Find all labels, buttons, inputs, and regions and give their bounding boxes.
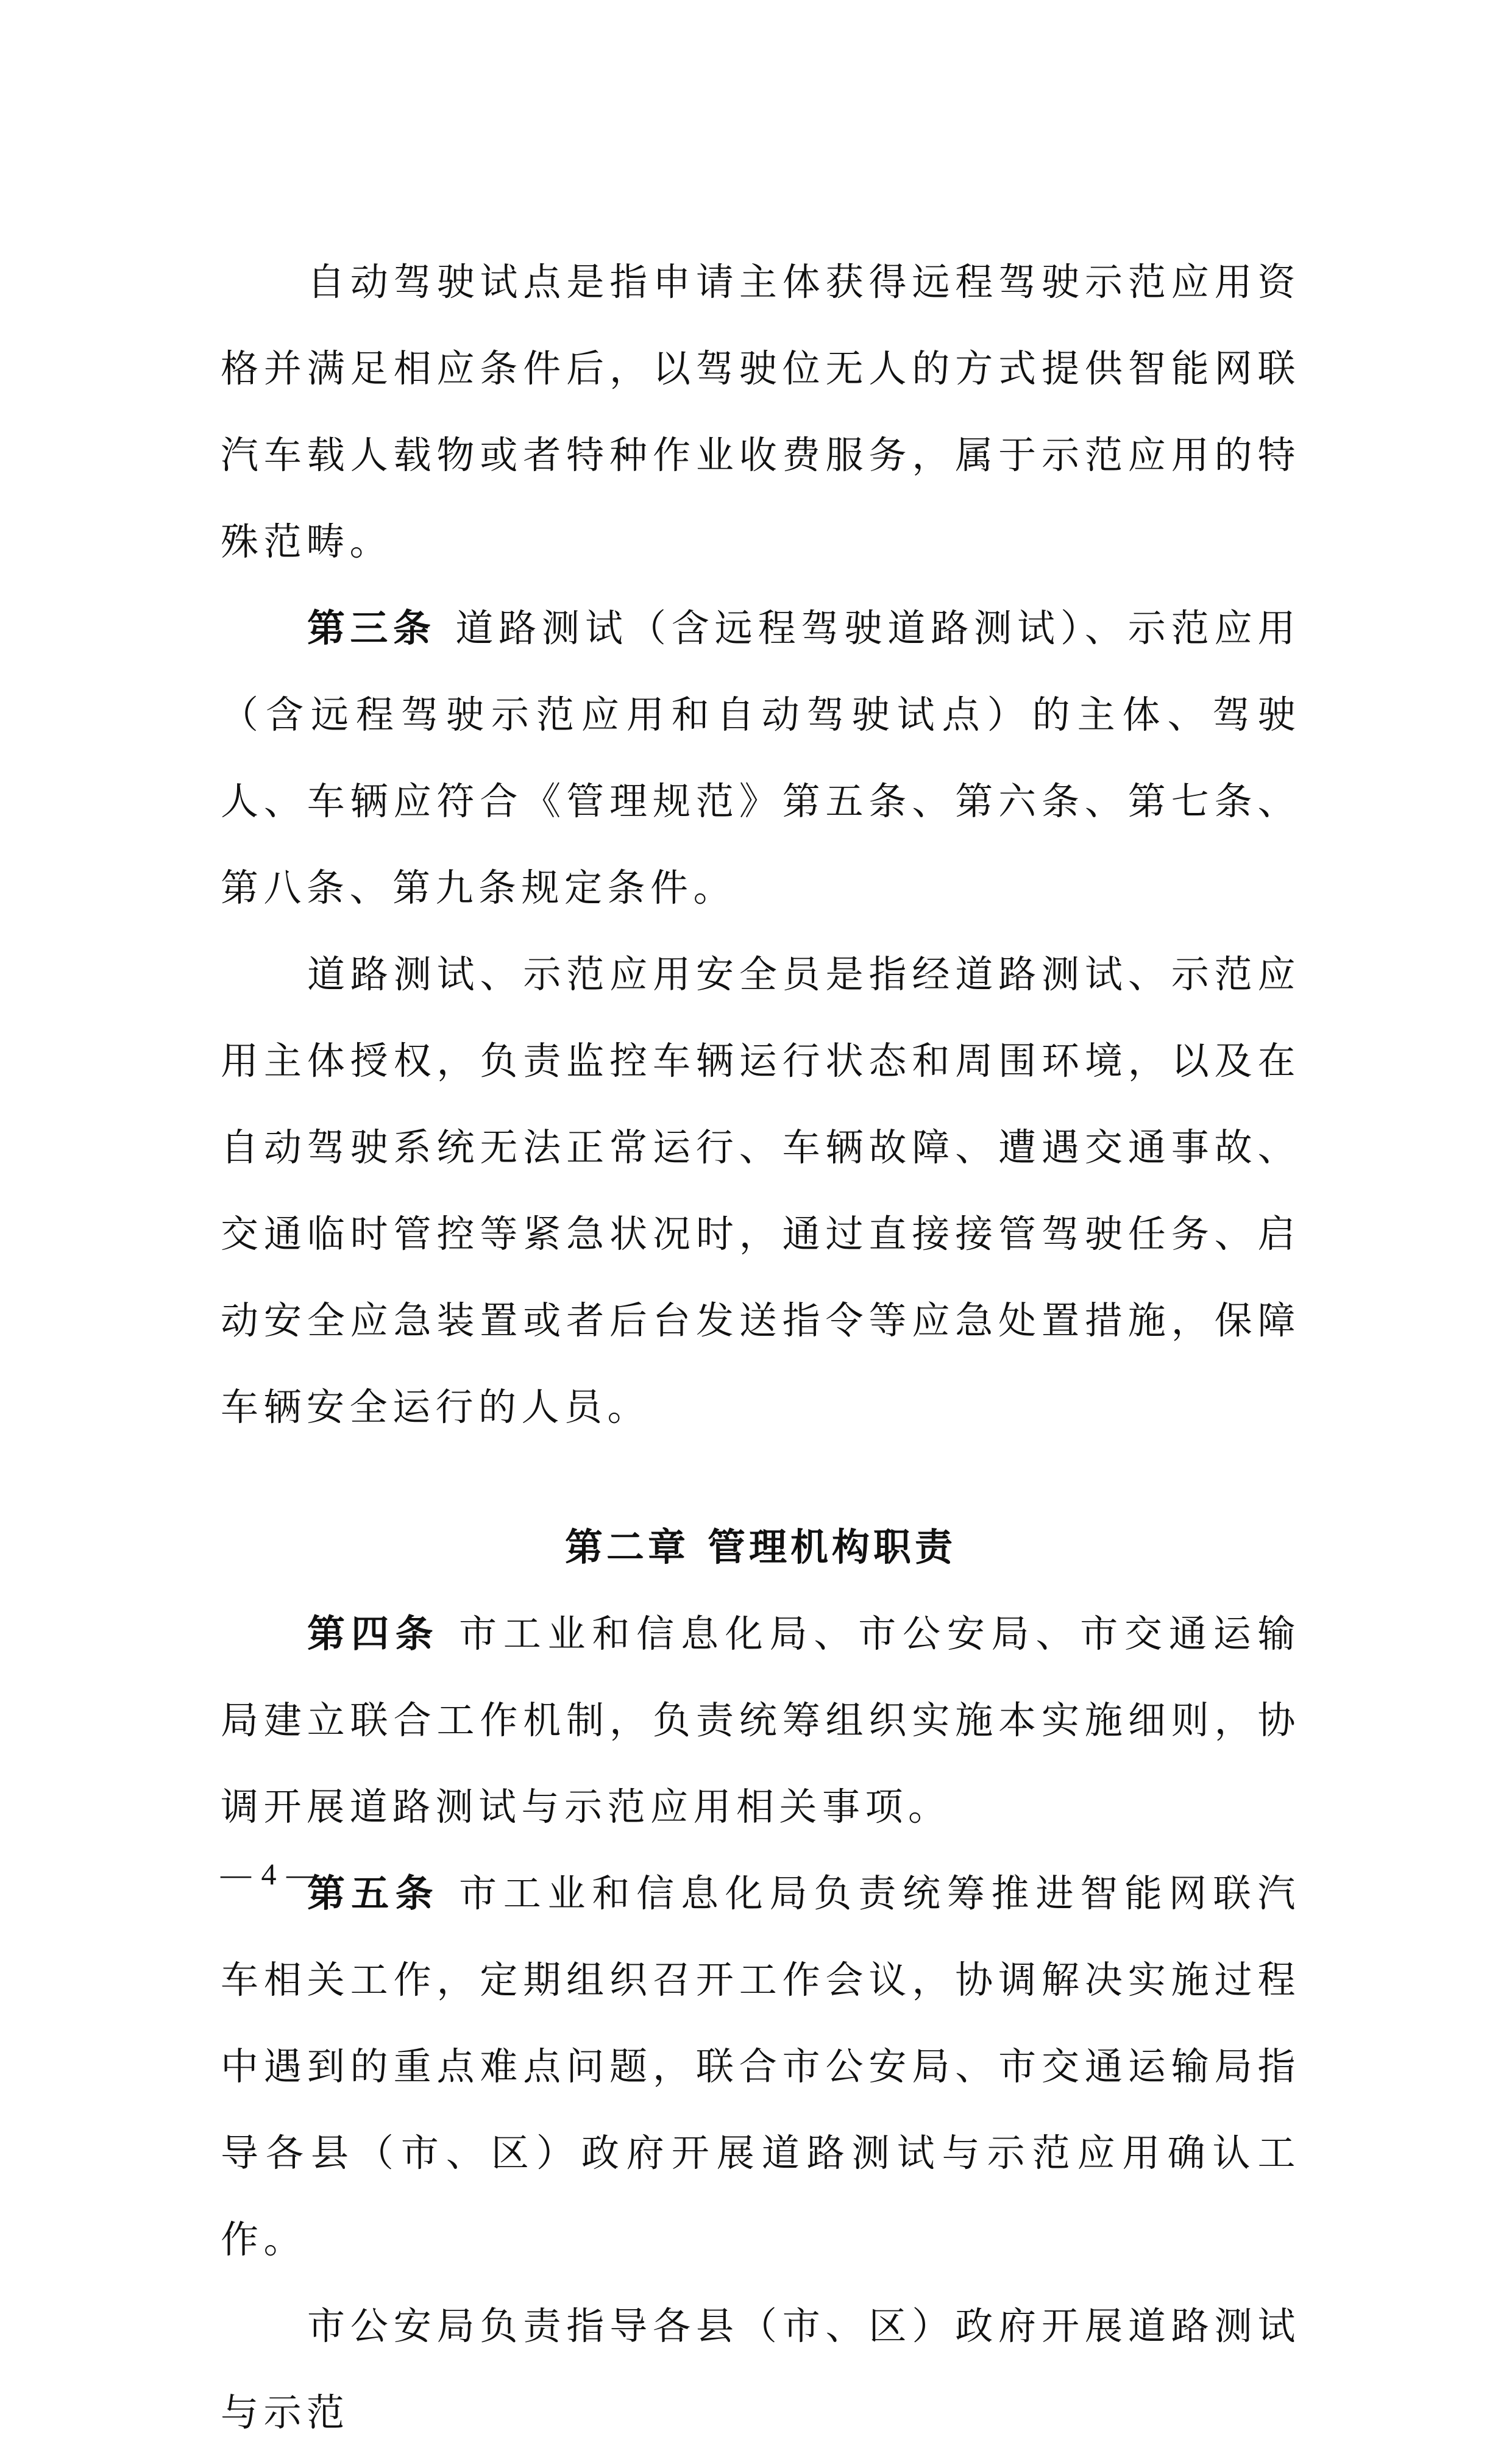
article-text: 市工业和信息化局、市公安局、市交通运输局建立联合工作机制，负责统筹组织实施本实施细则，协调开展道路测试与示范应用相关事项。 (221, 1611, 1301, 1829)
article-4 (221, 1591, 1301, 1850)
article-3 (221, 585, 1301, 931)
paragraph-autonomous-pilot-definition (221, 239, 1301, 585)
paragraph-safety-officer-definition (221, 931, 1301, 1450)
document-body (221, 239, 1301, 2456)
chapter-number: 第二章 (564, 1525, 689, 1569)
chapter-title: 管理机构职责 (708, 1525, 957, 1569)
paragraph-public-security-duties (221, 2283, 1301, 2456)
article-heading: 第四条 (307, 1611, 439, 1656)
chapter-heading (221, 1504, 1301, 1591)
article-heading: 第三条 (307, 606, 436, 650)
paragraph-text: 自动驾驶试点是指申请主体获得远程驾驶示范应用资格并满足相应条件后，以驾驶位无人的方式提供智能网联汽车载人载物或者特种作业收费服务，属于示范应用的特殊范畴。 (221, 260, 1301, 564)
page-number: — 4 — (221, 1857, 318, 1891)
article-text: 市工业和信息化局负责统筹推进智能网联汽车相关工作，定期组织召开工作会议，协调解决实施过程中遇到的重点难点问题，联合市公安局、市交通运输局指导各县（市、区）政府开展道路测试与示范应用确认工作。 (221, 1871, 1301, 2262)
paragraph-text: 市公安局负责指导各县（市、区）政府开展道路测试与示范 (221, 2304, 1301, 2435)
article-text: 道路测试（含远程驾驶道路测试）、示范应用（含远程驾驶示范应用和自动驾驶试点）的主体、驾驶人、车辆应符合《管理规范》第五条、第六条、第七条、第八条、第九条规定条件。 (221, 606, 1301, 910)
article-heading: 第五条 (307, 1871, 439, 1915)
paragraph-text: 道路测试、示范应用安全员是指经道路测试、示范应用主体授权，负责监控车辆运行状态和周围环境，以及在自动驾驶系统无法正常运行、车辆故障、遭遇交通事故、交通临时管控等紧急状况时，通过直接接管驾驶任务、启动安全应急装置或者后台发送指令等应急处置措施，保障车辆安全运行的人员。 (221, 952, 1301, 1429)
article-5 (221, 1850, 1301, 2283)
